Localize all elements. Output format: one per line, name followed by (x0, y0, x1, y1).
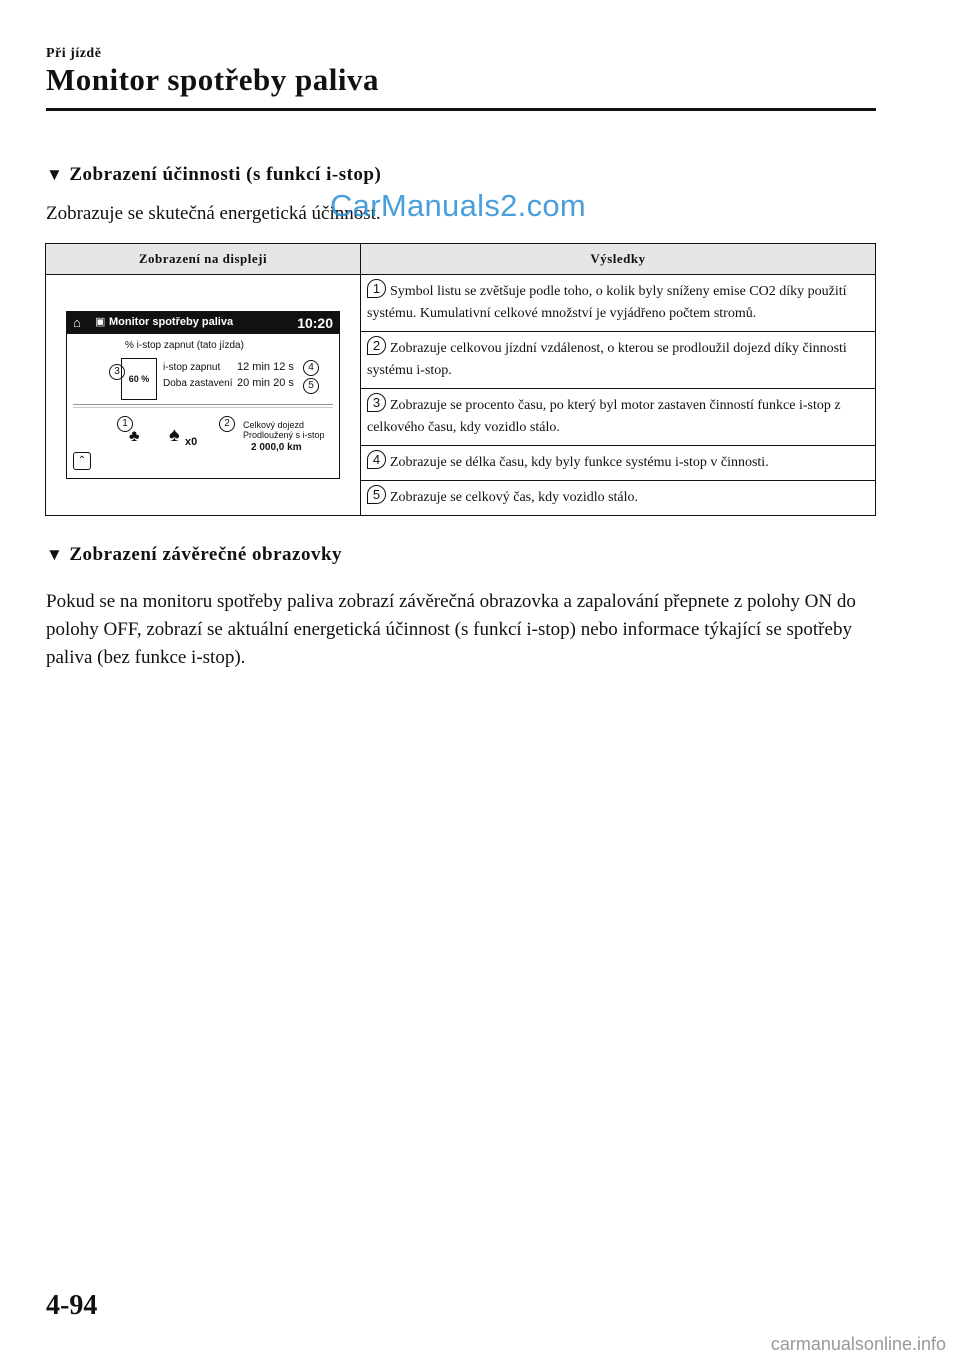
screen-divider-2 (73, 407, 333, 408)
screen-clock: 10:20 (297, 315, 333, 331)
num-badge: 5 (367, 485, 386, 504)
istop-value: 12 min 12 s (237, 361, 294, 373)
display-screen (66, 311, 340, 479)
result-text: Zobrazuje se procento času, po který byl motor zastaven činností funkce i-stop z celkového času, kdy vozidlo stálo. (367, 398, 841, 435)
istop-label: i-stop zapnut (163, 362, 221, 373)
result-row-1 (361, 275, 876, 332)
num-badge: 2 (367, 336, 386, 355)
screen-title-bar (67, 312, 339, 334)
table-header-row (46, 244, 876, 275)
screen-cell (46, 275, 361, 516)
heading-efficiency (46, 164, 381, 186)
result-row-4 (361, 446, 876, 481)
tree-icon: ♠ (169, 424, 180, 446)
result-row-2 (361, 332, 876, 389)
result-text: Zobrazuje se délka času, kdy byly funkce systému i-stop v činnosti. (390, 455, 769, 470)
idle-label: Doba zastavení (163, 378, 233, 389)
title-rule (46, 108, 876, 111)
screen-divider (73, 404, 333, 405)
pct-label: % i-stop zapnut (tato jízda) (125, 340, 244, 351)
screen-app-title: Monitor spotřeby paliva (109, 316, 234, 328)
info-table (45, 243, 876, 516)
num-badge: 4 (367, 450, 386, 469)
gauge-60: 60 % (121, 358, 157, 400)
col-result-header: Výsledky (361, 244, 876, 275)
intro-text: Zobrazuje se skutečná energetická účinnost. (46, 203, 381, 224)
result-text: Zobrazuje se celkový čas, kdy vozidlo stálo. (390, 490, 639, 505)
heading-final-screen-text: Zobrazení závěrečné obrazovky (69, 544, 343, 565)
result-text: Zobrazuje celkovou jízdní vzdálenost, o kterou se prodloužil dojezd díky činnosti systému i-stop. (367, 341, 847, 378)
callout-5: 5 (303, 378, 319, 394)
callout-1: 1 (117, 416, 133, 432)
watermark: CarManuals2.com (330, 188, 587, 223)
page-title: Monitor spotřeby paliva (46, 62, 379, 97)
col-display-header: Zobrazení na displeji (46, 244, 361, 275)
table-row (46, 275, 876, 332)
leaf-mode-icon: ⌃ (73, 452, 91, 470)
result-row-5 (361, 481, 876, 516)
idle-value: 20 min 20 s (237, 377, 294, 389)
range-label-2: Prodloužený s i-stop (243, 430, 325, 440)
sprout-icon: ♣ (129, 428, 140, 445)
heading-final-screen (46, 544, 342, 566)
section-label: Při jízdě (46, 46, 102, 61)
callout-3: 3 (109, 364, 125, 380)
footer-watermark: carmanualsonline.info (770, 1334, 946, 1354)
result-row-3 (361, 389, 876, 446)
callout-2: 2 (219, 416, 235, 432)
tree-count: x0 (185, 436, 198, 448)
result-text: Symbol listu se zvětšuje podle toho, o kolik byly sníženy emise CO2 díky použití systému. Kumulativní celkové množství je vyjádřeno počtem stromů. (367, 284, 847, 321)
heading-efficiency-text: Zobrazení účinnosti (s funkcí i-stop) (69, 164, 382, 185)
range-label-1: Celkový dojezd (243, 420, 305, 430)
range-value: 2 000,0 km (251, 442, 302, 453)
final-screen-paragraph: Pokud se na monitoru spotřeby paliva zobrazí závěrečná obrazovka a zapalování přepnete z polohy ON do polohy OFF, zobrazí se aktuální energetická účinnost (s funkcí i-stop) nebo informace týkající se spotřeby paliva (bez funkce i-stop). (46, 591, 856, 668)
home-icon: ⌂ (73, 315, 81, 330)
num-badge: 1 (367, 279, 386, 298)
triangle-bullet-icon: ▼ (46, 545, 64, 564)
triangle-bullet-icon: ▼ (46, 165, 64, 184)
page-number: 4-94 (46, 1290, 98, 1321)
app-icon: ▣ (95, 316, 106, 328)
num-badge: 3 (367, 393, 386, 412)
callout-4: 4 (303, 360, 319, 376)
